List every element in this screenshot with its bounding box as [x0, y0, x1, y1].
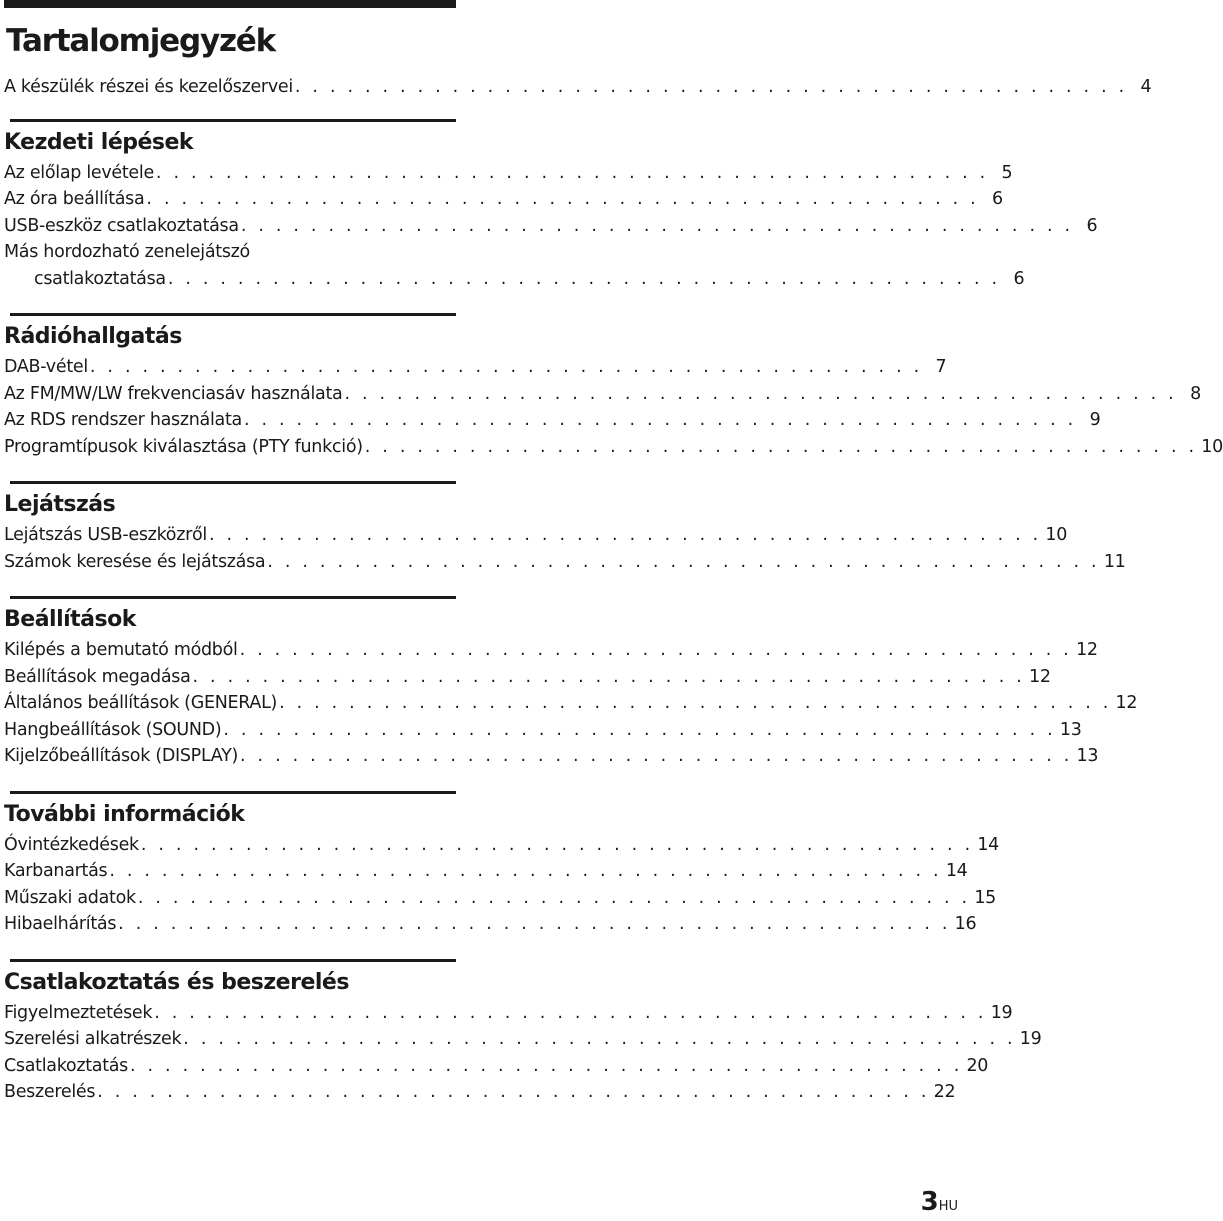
toc-entry[interactable] — [4, 266, 1025, 293]
toc-entry[interactable] — [4, 858, 968, 885]
toc-entry-page: 7 — [935, 357, 947, 377]
toc-entry-page: 6 — [992, 189, 1003, 209]
toc-entry-page: 4 — [1140, 77, 1152, 97]
dot-leader: . . . . . . . . . . . . . . . . . . . . . . . . . . . . . . . . . . . . . . . . . . . . . . . . — [109, 861, 942, 881]
toc-entry[interactable] — [4, 434, 1223, 461]
dot-leader: . . . . . . . . . . . . . . . . . . . . . . . . . . . . . . . . . . . . . . . . . . . . . . . . — [89, 357, 923, 377]
dot-leader: . . . . . . . . . . . . . . . . . . . . . . . . . . . . . . . . . . . . . . . . . . . . . . . . — [97, 1082, 930, 1102]
dot-leader: . . . . . . . . . . . . . . . . . . . . . . . . . . . . . . . . . . . . . . . . . . . . . . . . — [137, 887, 971, 908]
toc-entry-page: 12 — [1028, 666, 1051, 687]
toc-entry-label: Lejátszás USB-eszközről — [4, 525, 207, 545]
toc-section — [4, 481, 1126, 575]
section-rule — [10, 791, 456, 794]
page-title: Tartalomjegyzék — [6, 23, 276, 59]
dot-leader: . . . . . . . . . . . . . . . . . . . . . . . . . . . . . . . . . . . . . . . . . . . . . . . . — [208, 525, 1042, 545]
section-rule — [10, 959, 456, 962]
language-code: HU — [938, 1199, 958, 1214]
toc-entry[interactable] — [4, 381, 1201, 408]
toc-entry-label: Figyelmeztetések — [4, 1002, 153, 1023]
toc-entry[interactable] — [4, 885, 996, 912]
toc-entry-page: 22 — [933, 1082, 956, 1102]
toc-entry-label: Csatlakoztatás — [4, 1055, 128, 1076]
toc-entry-label: A készülék részei és kezelőszervei — [4, 77, 293, 97]
toc-entry-label: Az FM/MW/LW frekvenciasáv használata — [4, 383, 343, 404]
toc-entry[interactable] — [4, 549, 1126, 576]
dot-leader: . . . . . . . . . . . . . . . . . . . . . . . . . . . . . . . . . . . . . . . . . . . . . . . . — [239, 640, 1073, 660]
toc-entry-page: 10 — [1201, 436, 1223, 457]
dot-leader: . . . . . . . . . . . . . . . . . . . . . . . . . . . . . . . . . . . . . . . . . . . . . . . . — [118, 914, 951, 934]
section-title: Kezdeti lépések — [4, 129, 194, 155]
toc-entry-page: 16 — [954, 914, 977, 934]
toc-entry-page: 10 — [1045, 525, 1068, 545]
section-title: Csatlakoztatás és beszerelés — [4, 969, 349, 995]
toc-entry-page: 13 — [1059, 719, 1082, 740]
toc-entry[interactable] — [4, 1079, 956, 1106]
toc-section — [4, 791, 1000, 938]
dot-leader: . . . . . . . . . . . . . . . . . . . . . . . . . . . . . . . . . . . . . . . . . . . . . . . . — [167, 268, 1001, 289]
dot-leader: . . . . . . . . . . . . . . . . . . . . . . . . . . . . . . . . . . . . . . . . . . . . . . . . — [223, 719, 1056, 740]
dot-leader: . . . . . . . . . . . . . . . . . . . . . . . . . . . . . . . . . . . . . . . . . . . . . . . . — [240, 215, 1074, 236]
toc-entry[interactable] — [4, 1026, 1042, 1053]
toc-entry-page: 6 — [1013, 268, 1025, 289]
toc-entry-page: 19 — [990, 1002, 1013, 1023]
toc-entry-label: Számok keresése és lejátszása — [4, 551, 266, 572]
top-rule — [4, 0, 456, 8]
toc-entry-label: Hangbeállítások (SOUND) — [4, 719, 222, 740]
toc-entry-page: 8 — [1190, 383, 1201, 404]
dot-leader: . . . . . . . . . . . . . . . . . . . . . . . . . . . . . . . . . . . . . . . . . . . . . . . . — [155, 162, 989, 183]
toc-entry[interactable] — [4, 186, 1003, 213]
toc-entry-page: 5 — [1001, 162, 1013, 183]
section-title: Beállítások — [4, 607, 136, 632]
toc-entry-label: Beszerelés — [4, 1082, 96, 1102]
toc-entry[interactable] — [4, 743, 1099, 770]
toc-entry-page: 14 — [977, 834, 1000, 855]
dot-leader: . . . . . . . . . . . . . . . . . . . . . . . . . . . . . . . . . . . . . . . . . . . . . . . . — [279, 693, 1112, 713]
toc-section — [4, 313, 1223, 460]
toc-entry-label: Szerelési alkatrészek — [4, 1029, 182, 1049]
toc-entry-page: 13 — [1076, 746, 1099, 766]
dot-leader: . . . . . . . . . . . . . . . . . . . . . . . . . . . . . . . . . . . . . . . . . . . . . . . . — [294, 77, 1128, 97]
toc-entry-page: 20 — [966, 1055, 989, 1076]
dot-leader: . . . . . . . . . . . . . . . . . . . . . . . . . . . . . . . . . . . . . . . . . . . . . . . . — [240, 746, 1073, 766]
dot-leader: . . . . . . . . . . . . . . . . . . . . . . . . . . . . . . . . . . . . . . . . . . . . . . . . — [192, 666, 1025, 687]
toc-entry[interactable] — [4, 354, 947, 381]
dot-leader: . . . . . . . . . . . . . . . . . . . . . . . . . . . . . . . . . . . . . . . . . . . . . . . . — [267, 551, 1100, 572]
toc-entry[interactable] — [4, 522, 1068, 549]
toc-entry[interactable] — [4, 911, 977, 938]
toc-entry[interactable] — [4, 637, 1098, 664]
toc-entry[interactable] — [4, 213, 1098, 240]
intro-list — [4, 74, 1152, 101]
page-number-value: 3 — [920, 1187, 938, 1217]
dot-leader: . . . . . . . . . . . . . . . . . . . . . . . . . . . . . . . . . . . . . . . . . . . . . . . . — [344, 383, 1177, 404]
section-rule — [10, 119, 456, 122]
section-rule — [10, 481, 456, 484]
toc-entry-page: 15 — [974, 887, 996, 908]
toc-entry-label: USB-eszköz csatlakoztatása — [4, 215, 239, 236]
toc-entry-label: Az előlap levétele — [4, 162, 154, 183]
toc-entry-label: Karbanartás — [4, 861, 108, 881]
section-title: Rádióhallgatás — [4, 324, 182, 349]
toc-entry-label: Az óra beállítása — [4, 189, 145, 209]
toc-entry[interactable] — [4, 74, 1152, 101]
toc-entry[interactable] — [4, 1000, 1013, 1027]
toc-section — [4, 119, 1098, 293]
table-of-contents — [4, 0, 1223, 1106]
toc-entry[interactable] — [4, 690, 1138, 717]
toc-section — [4, 959, 1042, 1106]
toc-entry-page: 19 — [1019, 1029, 1042, 1049]
toc-entry[interactable] — [4, 717, 1082, 744]
toc-entry-label: Az RDS rendszer használata — [4, 410, 242, 430]
toc-entry-label: Kijelzőbeállítások (DISPLAY) — [4, 746, 239, 766]
section-title: További információk — [4, 801, 245, 827]
toc-entry-page: 9 — [1089, 410, 1101, 430]
section-rule — [10, 313, 456, 316]
toc-entry-page: 12 — [1076, 640, 1098, 660]
toc-entry-label: Óvintézkedések — [4, 834, 139, 855]
toc-section — [4, 596, 1138, 770]
toc-entry-label: Műszaki adatok — [4, 887, 136, 908]
toc-entry[interactable] — [4, 407, 1101, 434]
dot-leader: . . . . . . . . . . . . . . . . . . . . . . . . . . . . . . . . . . . . . . . . . . . . . . . . — [140, 834, 974, 855]
toc-entry-page: 12 — [1115, 693, 1138, 713]
section-rule — [10, 596, 456, 599]
toc-entry-label: Hibaelhárítás — [4, 914, 117, 934]
section-title: Lejátszás — [4, 492, 116, 517]
dot-leader: . . . . . . . . . . . . . . . . . . . . . . . . . . . . . . . . . . . . . . . . . . . . . . . . — [154, 1002, 987, 1023]
toc-entry-page: 11 — [1103, 551, 1126, 572]
toc-entry-page: 14 — [945, 861, 968, 881]
toc-entry[interactable] — [4, 160, 1013, 187]
toc-entry-label: Általános beállítások (GENERAL) — [4, 693, 278, 713]
toc-entry-label: Kilépés a bemutató módból — [4, 640, 238, 660]
toc-entry-page: 6 — [1086, 215, 1098, 236]
toc-entry-label: DAB-vétel — [4, 357, 88, 377]
toc-entry-label: Beállítások megadása — [4, 666, 191, 687]
toc-entry[interactable] — [4, 1053, 989, 1080]
dot-leader: . . . . . . . . . . . . . . . . . . . . . . . . . . . . . . . . . . . . . . . . . . . . . . . . — [183, 1029, 1016, 1049]
dot-leader: . . . . . . . . . . . . . . . . . . . . . . . . . . . . . . . . . . . . . . . . . . . . . . . . — [243, 410, 1077, 430]
dot-leader: . . . . . . . . . . . . . . . . . . . . . . . . . . . . . . . . . . . . . . . . . . . . . . . . — [364, 436, 1198, 457]
toc-entry-label-line1[interactable]: Más hordozható zenelejátszó — [4, 242, 250, 262]
dot-leader: . . . . . . . . . . . . . . . . . . . . . . . . . . . . . . . . . . . . . . . . . . . . . . . . — [146, 189, 979, 209]
page-number — [921, 1188, 958, 1221]
toc-entry-label-continuation: csatlakoztatása — [34, 268, 166, 289]
dot-leader: . . . . . . . . . . . . . . . . . . . . . . . . . . . . . . . . . . . . . . . . . . . . . . . . — [130, 1055, 963, 1076]
toc-entry-label: Programtípusok kiválasztása (PTY funkció) — [4, 436, 363, 457]
toc-entry[interactable] — [4, 664, 1051, 691]
toc-entry[interactable] — [4, 832, 1000, 859]
